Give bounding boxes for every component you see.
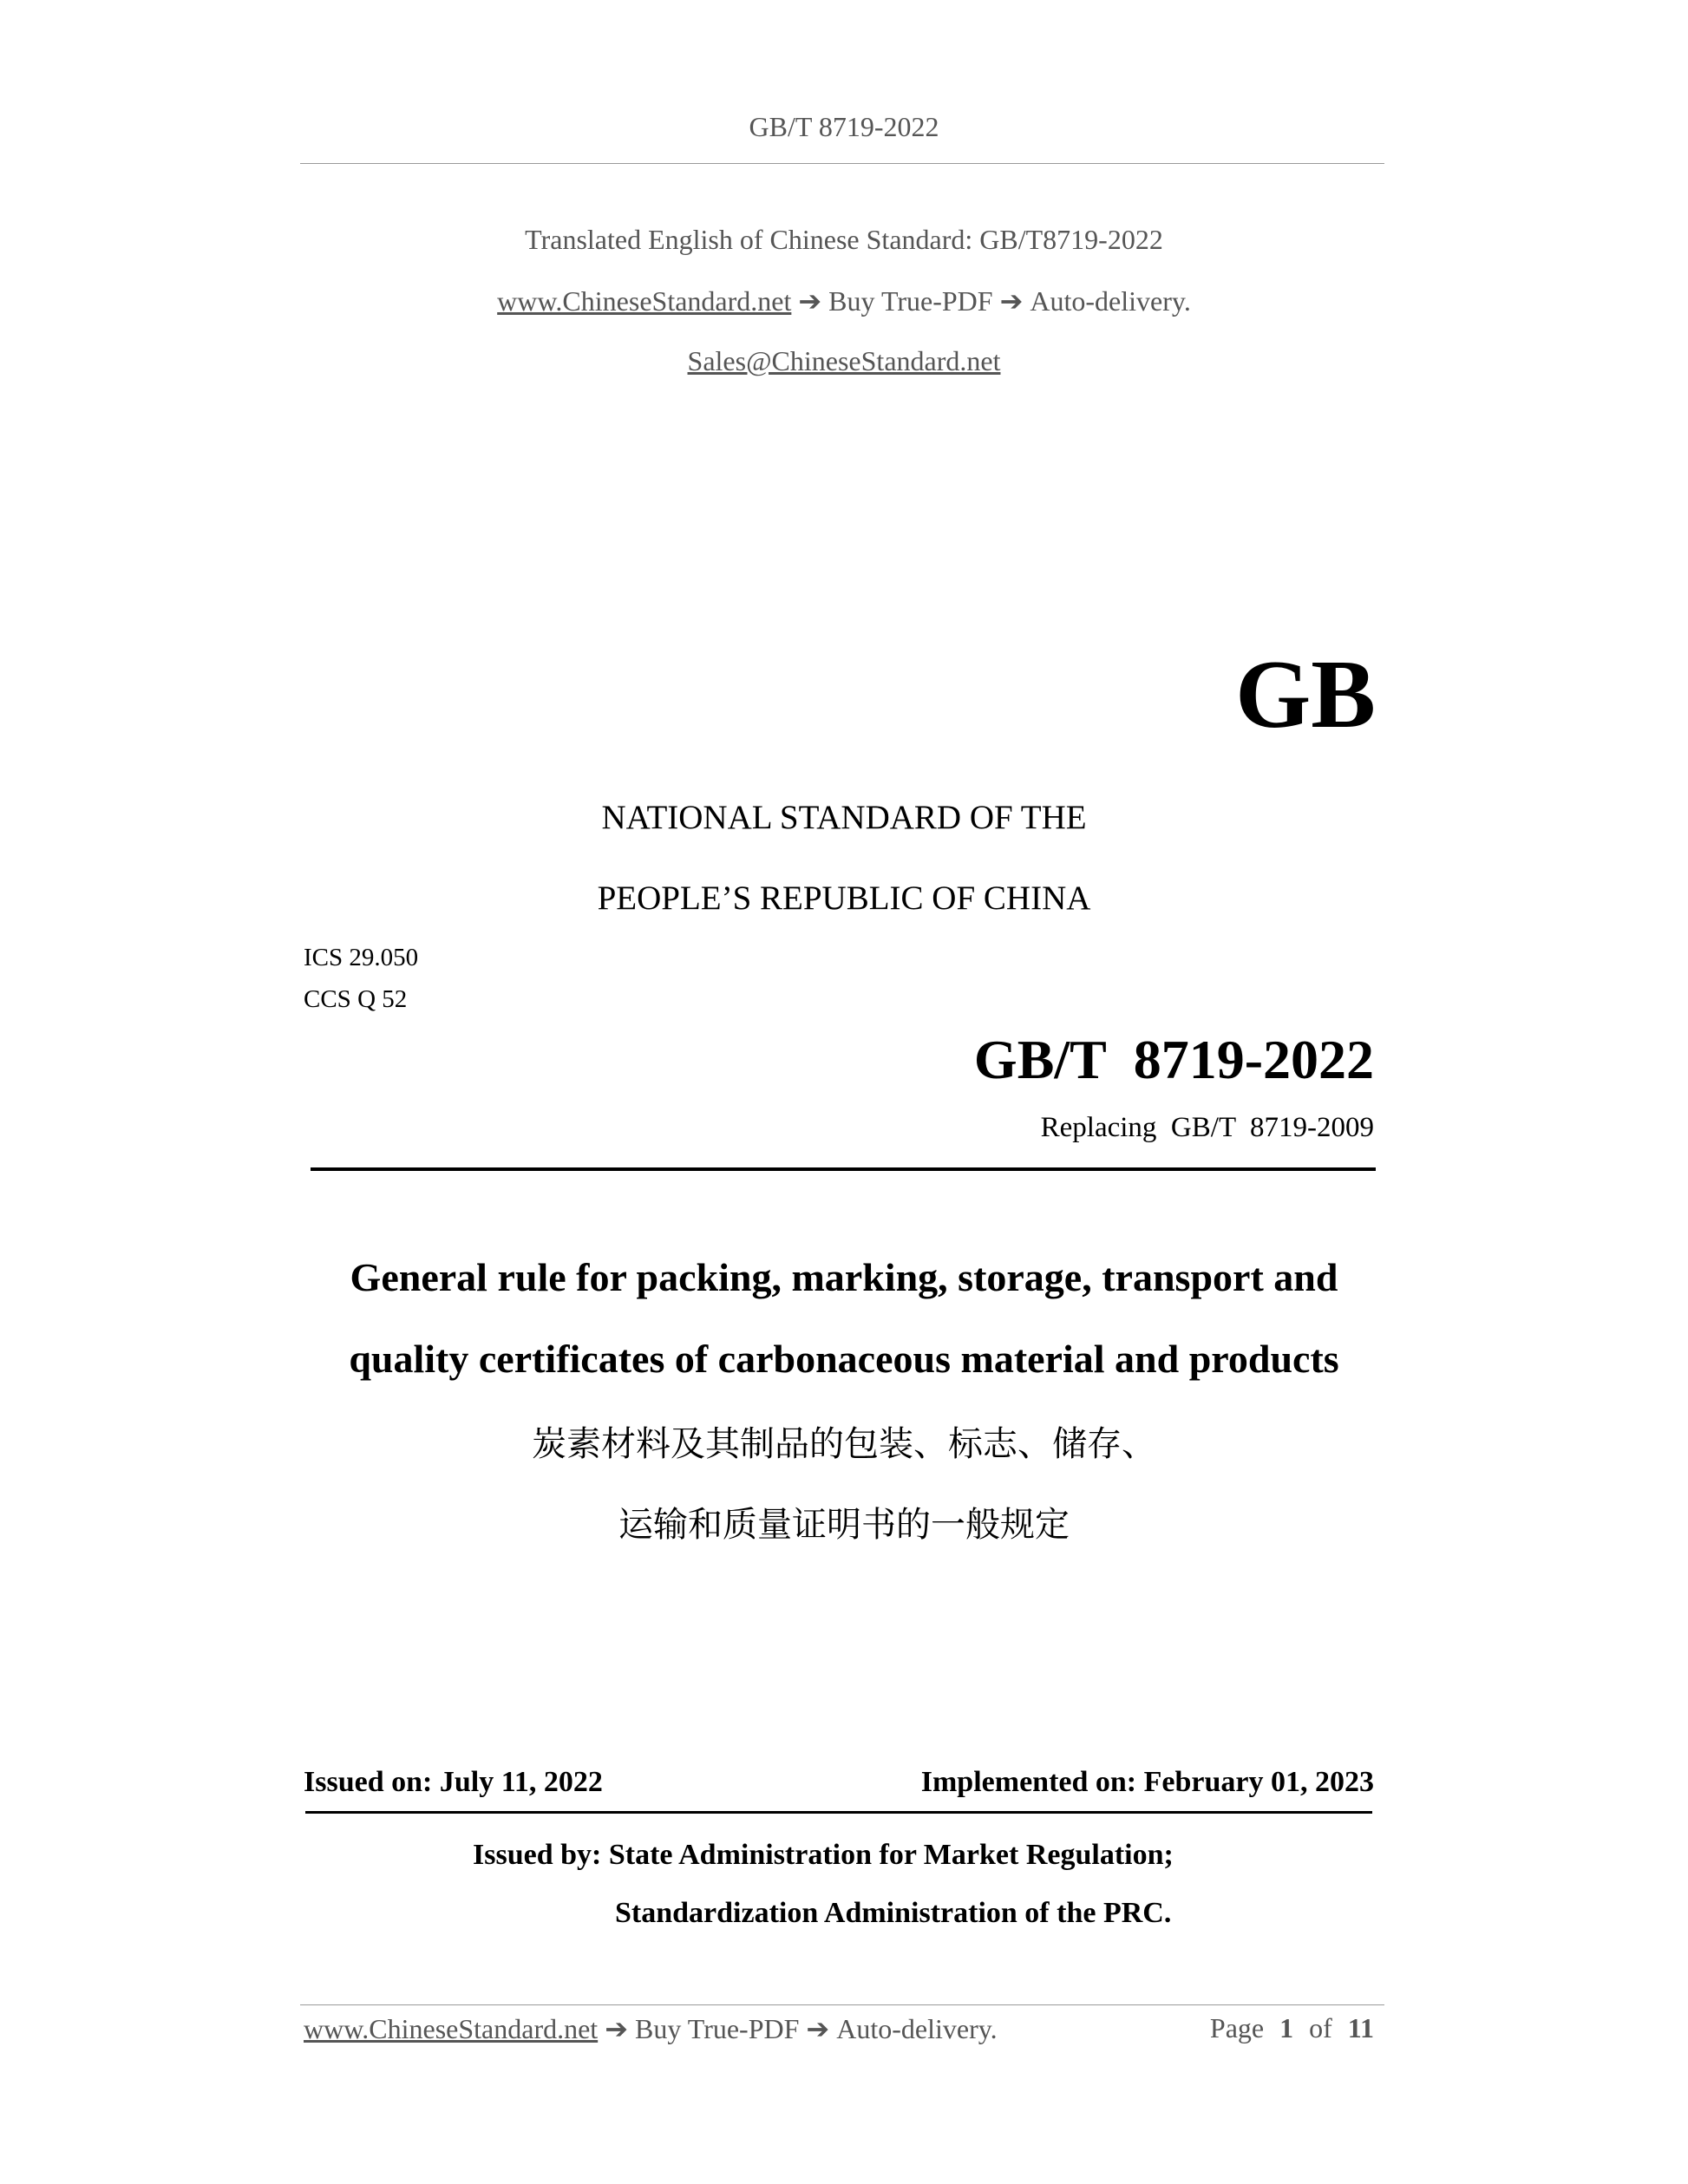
running-header: GB/T 8719-2022 — [749, 111, 939, 142]
page-indicator — [1210, 2012, 1374, 2044]
page-of: of — [1309, 2012, 1332, 2043]
title-en-line-2: quality certificates of carbonaceous material and products — [349, 1337, 1339, 1381]
footer-site-link[interactable]: www.ChineseStandard.net — [304, 2013, 599, 2044]
email-line — [0, 345, 1688, 377]
footer-divider — [300, 2004, 1384, 2005]
title-en-line-1: General rule for packing, marking, storage, transport and — [350, 1255, 1338, 1299]
right-arrow-icon: ➔ — [806, 2013, 830, 2044]
delivery-text: Auto-delivery. — [1030, 285, 1191, 317]
buy-text: Buy True-PDF — [828, 285, 993, 317]
banner-links-line — [0, 284, 1688, 317]
national-line-2: PEOPLE’S REPUBLIC OF CHINA — [597, 879, 1091, 917]
translated-line: Translated English of Chinese Standard: GB/T8719-2022 — [525, 224, 1163, 255]
right-arrow-icon: ➔ — [798, 285, 822, 317]
title-zh-line-1: 炭素材料及其制品的包装、标志、储存、 — [532, 1424, 1156, 1464]
ics-code: ICS 29.050 — [304, 944, 419, 971]
standard-number: GB/T 8719-2022 — [973, 1029, 1374, 1090]
header-divider — [300, 163, 1384, 164]
footer-links-line — [304, 2012, 998, 2045]
page-label: Page — [1209, 2012, 1265, 2043]
dates-divider — [305, 1811, 1372, 1814]
implemented-on: Implemented on: February 01, 2023 — [920, 1766, 1374, 1798]
number-divider — [311, 1167, 1376, 1171]
page-current: 1 — [1279, 2012, 1294, 2043]
site-link[interactable]: www.ChineseStandard.net — [497, 285, 792, 317]
gb-mark: GB — [1235, 641, 1376, 749]
national-line-1: NATIONAL STANDARD OF THE — [601, 799, 1087, 836]
replacing-text: Replacing GB/T 8719-2009 — [1040, 1112, 1374, 1143]
ccs-code: CCS Q 52 — [304, 985, 408, 1013]
issued-on: Issued on: July 11, 2022 — [304, 1766, 603, 1798]
right-arrow-icon: ➔ — [605, 2013, 628, 2044]
issued-by-line-1: Issued by: State Administration for Market Regulation; — [473, 1839, 1174, 1871]
email-link[interactable]: Sales@ChineseStandard.net — [687, 345, 1001, 376]
title-zh-line-2: 运输和质量证明书的一般规定 — [618, 1505, 1070, 1545]
page-total: 11 — [1347, 2012, 1374, 2043]
footer-delivery-text: Auto-delivery. — [836, 2013, 998, 2044]
issued-by-line-2: Standardization Administration of the PRC. — [615, 1897, 1172, 1929]
footer-buy-text: Buy True-PDF — [635, 2013, 800, 2044]
right-arrow-icon: ➔ — [999, 285, 1024, 317]
